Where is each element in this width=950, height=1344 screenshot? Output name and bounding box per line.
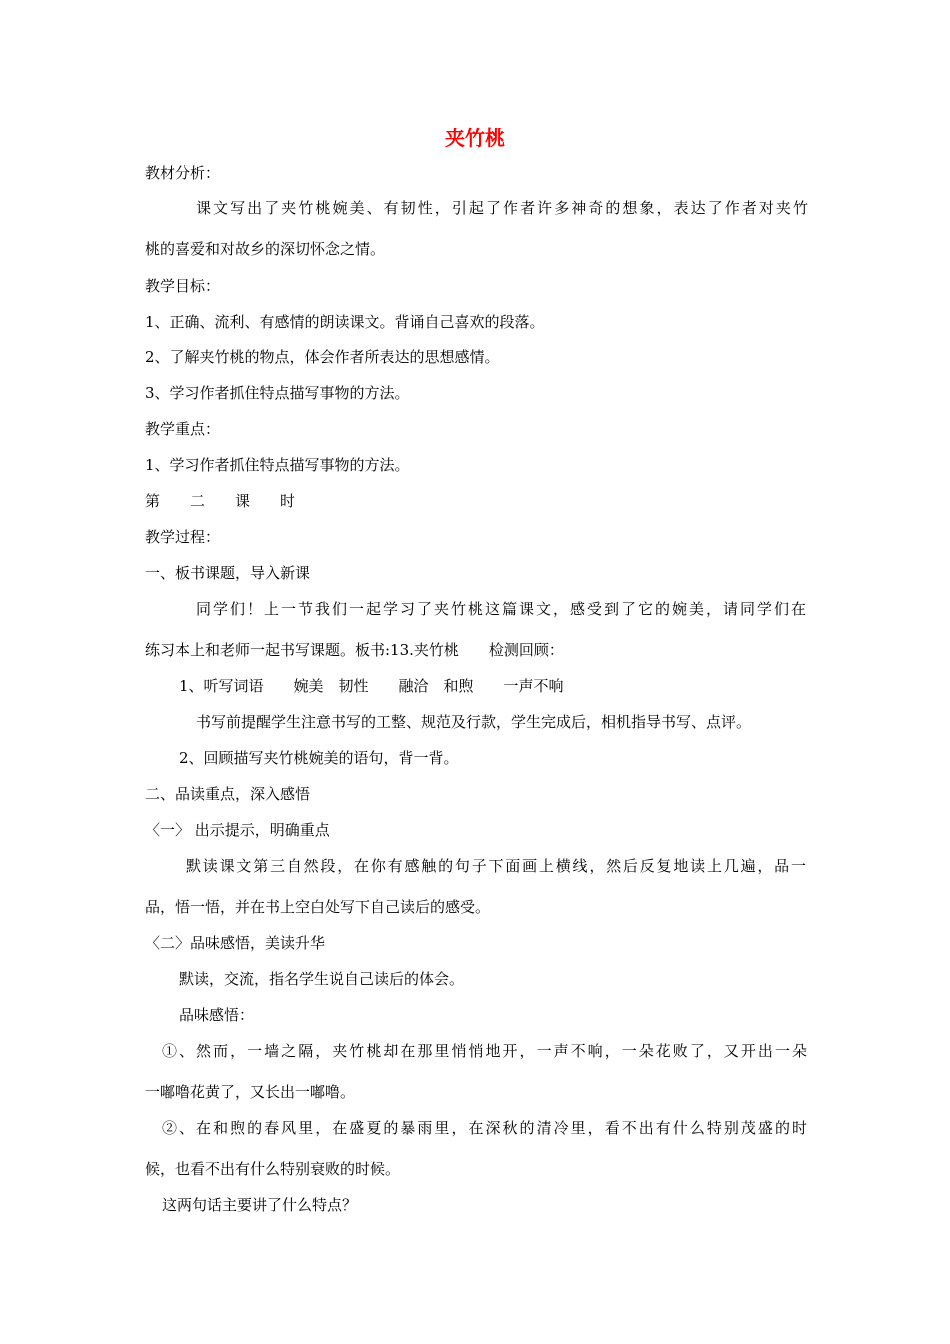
paragraph-line: 书写前提醒学生注意书写的工整、规范及行款，学生完成后，相机指导书写、点评。 <box>196 713 752 731</box>
sub-step-heading: 〈二〉品味感悟，美读升华 <box>145 934 326 952</box>
paragraph-line: 课文写出了夹竹桃婉美、有韧性，引起了作者许多神奇的想象，表达了作者对夹竹 <box>196 199 808 217</box>
paragraph-line: 品味感悟： <box>179 1006 255 1024</box>
quote-line: ②、在和煦的春风里，在盛夏的暴雨里，在深秋的清冷里，看不出有什么特别茂盛的时 <box>162 1119 807 1137</box>
paragraph-line: 默读课文第三自然段，在你有感触的句子下面画上横线，然后反复地读上几遍，品一 <box>186 857 806 875</box>
paragraph-line: 品，悟一悟，并在书上空白处写下自己读后的感受。 <box>145 898 491 916</box>
list-item: 3、学习作者抓住特点描写事物的方法。 <box>145 384 410 402</box>
list-item: 1、正确、流利、有感情的朗读课文。背诵自己喜欢的段落。 <box>145 313 545 331</box>
paragraph-line: 默读，交流，指名学生说自己读后的体会。 <box>179 970 465 988</box>
step-heading: 一、板书课题，导入新课 <box>145 564 311 582</box>
step-heading: 二、品读重点，深入感悟 <box>145 785 311 803</box>
quote-line: ①、然而，一墙之隔，夹竹桃却在那里悄悄地开，一声不响，一朵花败了，又开出一朵 <box>162 1042 807 1060</box>
list-item: 2、了解夹竹桃的物点，体会作者所表达的思想感情。 <box>145 348 500 366</box>
paragraph-line: 桃的喜爱和对故乡的深切怀念之情。 <box>145 240 386 258</box>
list-item: 1、学习作者抓住特点描写事物的方法。 <box>145 456 410 474</box>
sub-step-heading: 〈一〉 出示提示，明确重点 <box>145 821 330 839</box>
section-heading-teaching-goals: 教学目标： <box>145 277 221 295</box>
section-heading-teaching-focus: 教学重点： <box>145 420 221 438</box>
section-heading-textbook-analysis: 教材分析： <box>145 164 221 182</box>
document-title: 夹竹桃 <box>445 126 505 150</box>
lesson-period-heading: 第 二 课 时 <box>145 492 296 510</box>
section-heading-teaching-process: 教学过程： <box>145 528 221 546</box>
quote-line: 候，也看不出有什么特别衰败的时候。 <box>145 1160 401 1178</box>
quote-line: 一嘟噜花黄了，又长出一嘟噜。 <box>145 1083 356 1101</box>
list-item: 2、回顾描写夹竹桃婉美的语句，背一背。 <box>179 749 459 767</box>
paragraph-line: 练习本上和老师一起书写课题。板书:13.夹竹桃 检测回顾： <box>145 641 564 659</box>
list-item: 1、听写词语 婉美 韧性 融洽 和煦 一声不响 <box>179 677 564 695</box>
question-line: 这两句话主要讲了什么特点？ <box>162 1196 358 1214</box>
paragraph-line: 同学们！上一节我们一起学习了夹竹桃这篇课文，感受到了它的婉美，请同学们在 <box>196 600 806 618</box>
